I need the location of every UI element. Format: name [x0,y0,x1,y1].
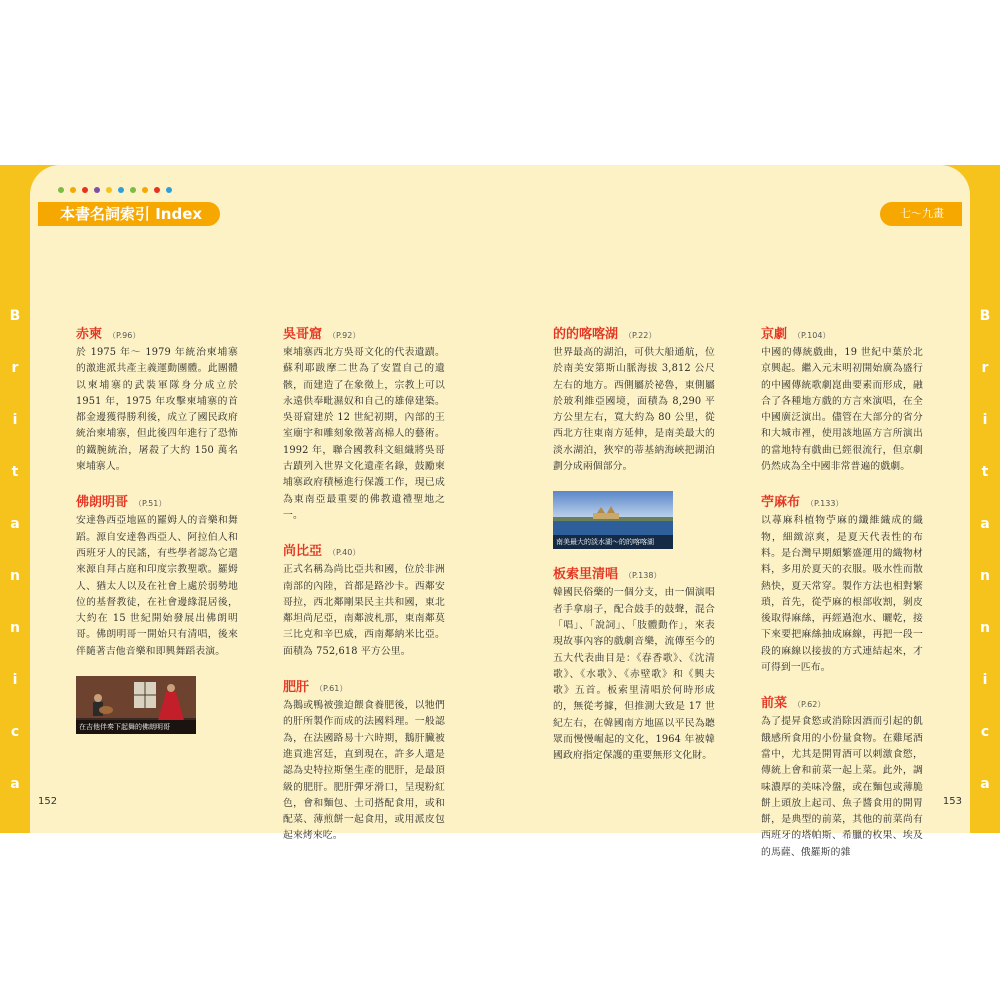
spine-letter: n [10,620,20,636]
decorative-dot [118,187,124,193]
entry-body: 為鵝或鴨被強迫餵食養肥後，以牠們的肝所製作而成的法國料理。一般認為，在法國路易十六時期，鵝肝臟被進貢進宮廷，直到現在，許多人還是認為史特拉斯堡生產的肥肝，是最頂級的肥肝。肥肝彈牙滑口，呈現粉紅色，會和麵包、土司搭配食用，或和配菜、薄煎餅一起食用，或用派皮包起來烤來吃。 [283,700,445,842]
entry-body: 為了提昇食慾或消除因酒而引起的飢餓感所食用的小份量食物。在雞尾酒當中，尤其是開胃酒可以刺激食慾，傳統上會和前菜一起上菜。此外，調味濃厚的美味冷盤，或在麵包或薄脆餅上頭放上起司、魚子醬食用的開胃餅，是典型的前菜，其他的前菜尚有西班牙的塔帕斯、希臘的枚果、埃及的馬薩、俄羅斯的雜 [761,716,923,858]
decorative-dot [106,187,112,193]
entry-body: 於 1975 年～ 1979 年統治柬埔寨的激進派共產主義運動團體。此團體以柬埔寨的武裝軍隊身分成立於 1951 年，1975 年攻擊柬埔寨的首都金邊獲得勝利後，成立了國民政府統治柬埔寨，但此後四年進行了恐怖的鐵腕統治，屠殺了大約 150 萬名柬埔寨人。 [76,347,238,473]
decorative-dot [154,187,160,193]
index-entry [283,676,445,845]
spine-letter: c [10,724,20,740]
decorative-dot [130,187,136,193]
page-ref: （P.40） [328,548,361,558]
entry-term: 佛朗明哥 [76,495,129,511]
spine-letter: c [980,724,990,740]
spine-letter: a [980,516,990,532]
decorative-dot [82,187,88,193]
index-entry [76,323,238,475]
page-ref: （P.51） [134,499,167,509]
column-1 [76,323,238,748]
photo-caption: 南美最大的淡水湖～的的喀喀湖 [553,535,673,549]
right-spine-letters [970,290,1000,810]
page-ref: （P.22） [624,331,657,340]
index-title-tab: 本書名詞索引 Index [38,202,220,226]
spine-letter: B [979,308,991,324]
spine-letter: i [12,412,18,428]
entry-body: 柬埔寨西北方吳哥文化的代表遺蹟。蘇利耶跋摩二世為了安置自己的遺骸，而建造了在象徵上，宗教上可以永遠供奉毗濕奴和自己的雄偉建築。吳哥窟建於 12 世紀初期，內部的王室廟宇和雕刻象徵著高棉人的藝術。1992 年，聯合國教科文組織將吳哥古蹟列入世界文化遺產名錄，鼓勵柬埔寨政府積極進行保護工作，現已成為東南亞最重要的佛教遺禮聖地之一。 [283,347,445,521]
entry-term: 的的喀喀湖 [553,327,619,342]
index-entry [553,323,715,475]
column-3 [553,323,715,781]
entry-term: 赤柬 [76,327,103,342]
spine-letter: r [11,360,19,376]
entry-term: 尚比亞 [283,544,323,560]
flamenco-photo [76,676,196,734]
column-4 [761,323,923,877]
stroke-range-tab: 七～九畫 [880,202,962,226]
page-ref: （P.61） [315,684,348,694]
entry-term: 肥肝 [283,680,310,696]
entry-body: 以蕁麻科植物苧麻的纖維織成的織物，細緻涼爽，是夏天代表性的布料。是台灣早期頗繁盛運用的織物材料，多用於夏天的衣服。吸水性而散熱快，夏天常穿。製作方法也相對繁瑣，首先，從苧麻的根部收割，剝皮後取得麻絲，再經過泡水、曬乾，接下來要把麻絲抽成麻線，再把一段一段的麻線以接拔的方式連結起來，才可得到一匹布。 [761,515,923,674]
lake-titicaca-photo [553,491,673,549]
spine-letter: a [10,516,20,532]
entry-body: 韓國民俗藥的一個分支，由一個演唱者手拿扇子，配合鼓手的鼓聲，混合「唱」、「說詞」、「肢體動作」，來表現故事內容的戲劇音樂，流傳至今的五大代表曲目是：《春香歌》、《沈清歌》、《水歌》、《赤壁歌》和《興夫歌》五首。板索里清唱於何時形成的，無從考據，但推測大致是 17 世紀左右，在韓國南方地區以平民為聽眾而慢慢崛起的文化，1964 年被韓國政府指定保護的重要無形文化財。 [553,587,715,762]
index-entry [553,563,715,764]
spine-letter: r [981,360,989,376]
decorative-dot [58,187,64,193]
spine-letter: n [980,620,990,636]
index-entry [283,540,445,660]
left-spine-letters [0,290,30,810]
spine-letter: t [981,464,989,480]
spine-letter: t [11,464,19,480]
entry-body: 安達魯西亞地區的羅姆人的音樂和舞蹈。源自安達魯西亞人、阿拉伯人和西班牙人的民謠，有些學者認為它還來源自拜占庭和印度宗教聖歌。羅姆人、猶太人以及在社會上處於弱勢地位的基督教徒，在社會邊緣混居後，大約在 15 世紀開始發展出佛朗明哥。佛朗明哥一開始只有清唱，後來伴隨著吉他音樂和即興舞蹈表演。 [76,515,238,657]
entry-body: 世界最高的湖泊，可供大船通航，位於南美安第斯山脈海拔 3,812 公尺左右的地方。西側屬於祕魯，東側屬於玻利維亞國境，面積為 8,290 平方公里左右，寬大約為 80 公里，從西北方往東南方延伸，是南美最大的淡水湖泊，狹窄的蒂基納海峽把湖泊劃分成兩個部分。 [553,347,715,473]
entry-body: 中國的傳統戲曲，19 世紀中葉於北京興起。繼入元末明初開始廣為盛行的中國傳統歌劇崑曲要素而形成，融合了各種地方戲的方言來演唱，在全中國廣泛演出。儘管在大部分的省分和大城市裡，使用該地區方言所演出的當地特有戲曲已經很流行，但京劇仍然成為全中國非常普遍的戲劇。 [761,347,923,473]
spine-letter: a [10,776,20,792]
spine-letter: i [982,672,988,688]
decorative-dot [94,187,100,193]
page-ref: （P.133） [806,499,844,509]
page-ref: （P.92） [328,331,361,340]
page-number-left: 152 [38,796,58,807]
entry-term: 板索里清唱 [553,567,619,583]
index-entry [761,692,923,861]
spine-letter: n [980,568,990,584]
photo-caption: 在吉他伴奏下起舞的佛朗明哥 [76,720,196,734]
spine-letter: a [980,776,990,792]
entry-term: 京劇 [761,327,788,342]
index-entry [283,323,445,524]
column-2 [283,323,445,861]
spine-letter: i [982,412,988,428]
decorative-dot [142,187,148,193]
decorative-dot [70,187,76,193]
page-ref: （P.138） [624,571,662,581]
decorative-dots [58,187,172,195]
page-ref: （P.96） [108,331,141,340]
spine-letter: n [10,568,20,584]
index-entry [76,491,238,660]
index-entry [761,491,923,676]
book-spread [0,165,1000,858]
spine-letter: B [9,308,21,324]
entry-term: 苧麻布 [761,495,801,511]
entry-term: 吳哥窟 [283,327,323,342]
entry-term: 前菜 [761,696,788,712]
spine-letter: i [12,672,18,688]
index-entry [761,323,923,475]
page-number-right: 153 [942,796,962,807]
page-ref: （P.104） [793,331,831,340]
decorative-dot [166,187,172,193]
entry-body: 正式名稱為尚比亞共和國，位於非洲南部的內陸，首都是路沙卡。西鄰安哥拉，西北鄰剛果民主共和國，東北鄰坦尚尼亞，南鄰波札那，東南鄰莫三比克和辛巴威，西南鄰納米比亞。面積為 752,618 平方公里。 [283,564,445,657]
page-ref: （P.62） [793,700,826,710]
